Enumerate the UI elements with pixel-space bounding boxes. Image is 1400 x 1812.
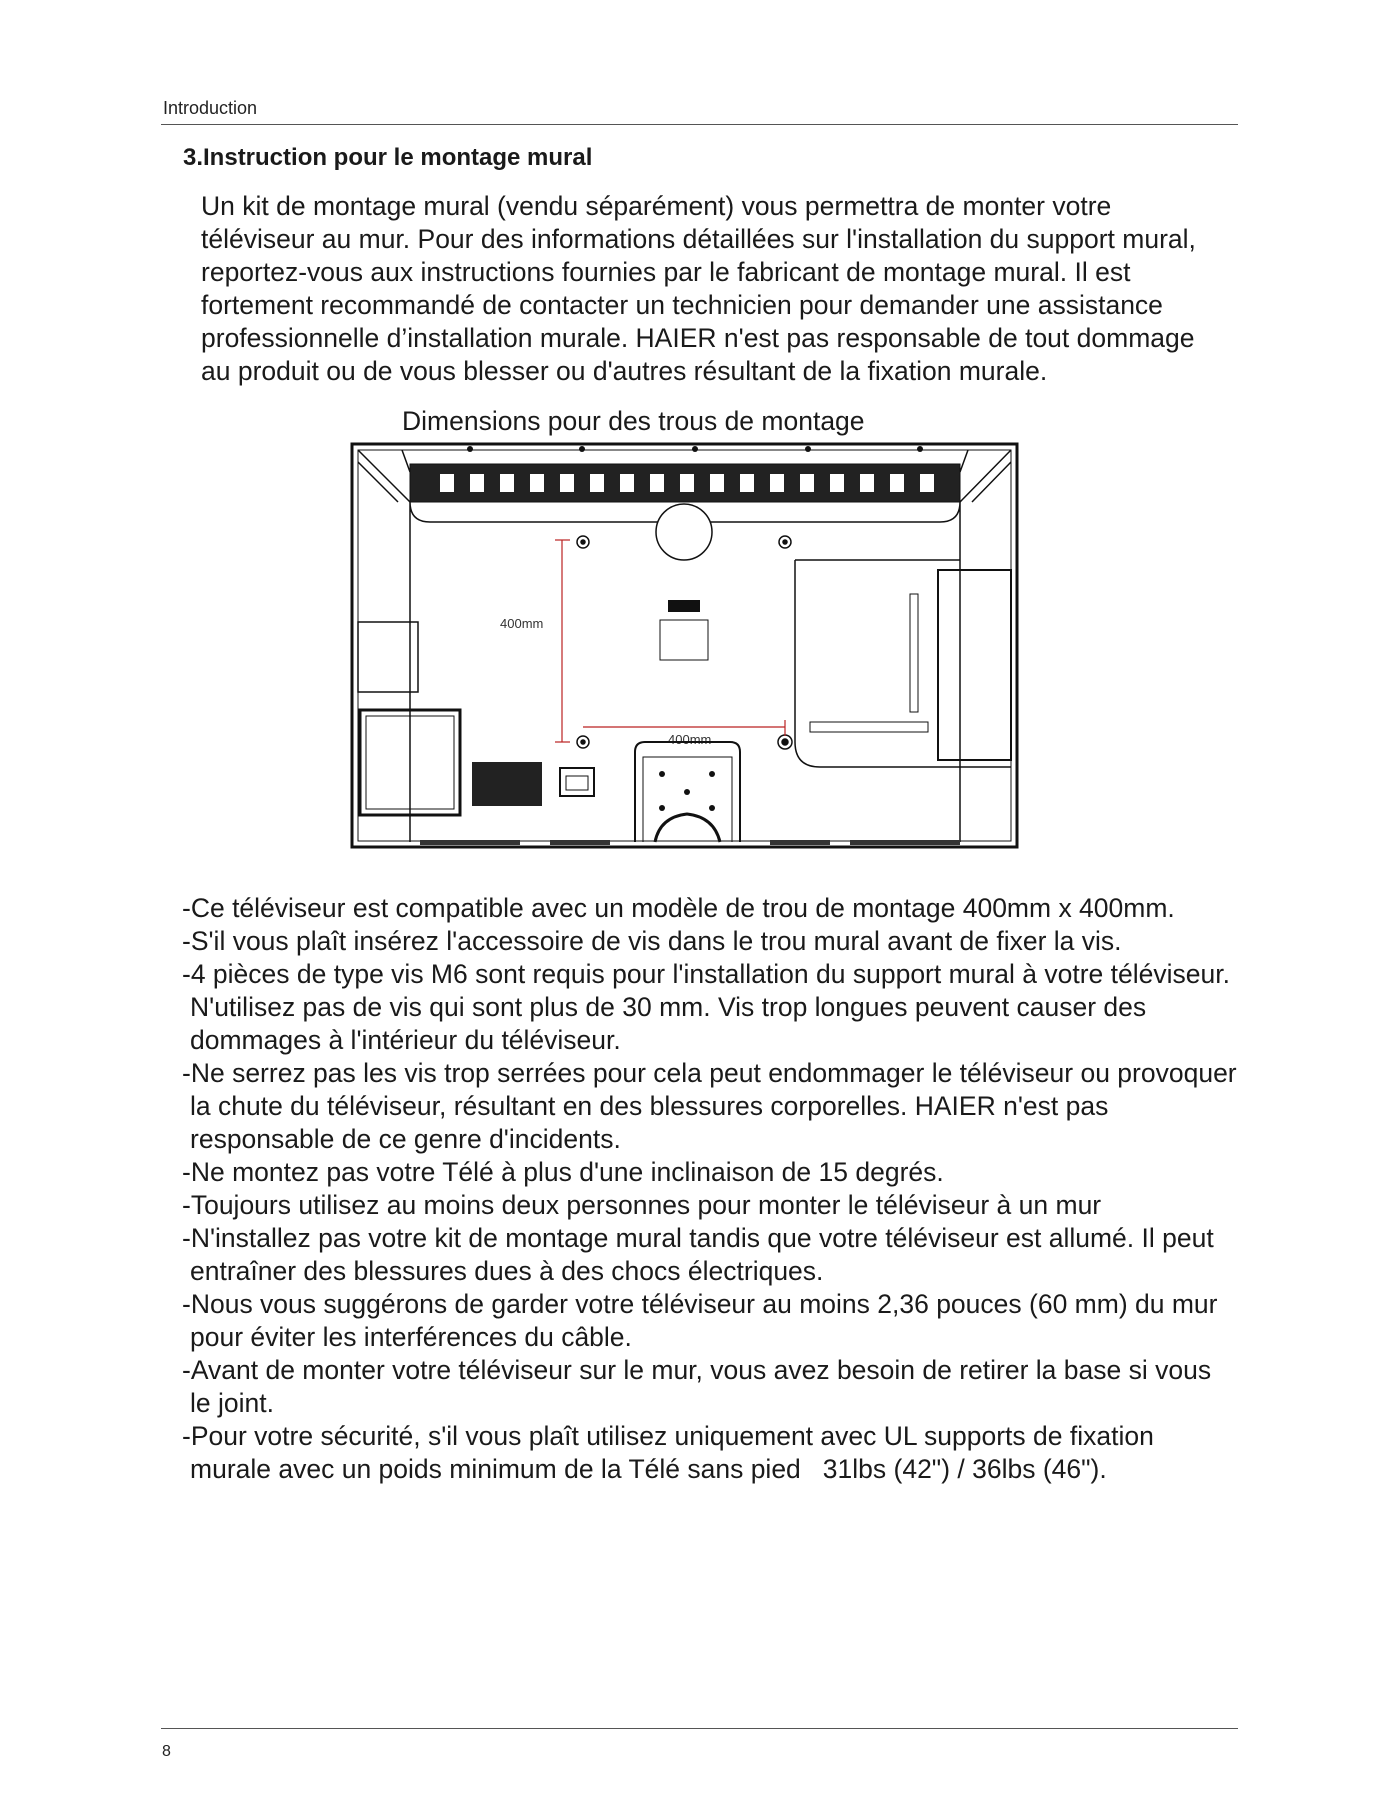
intro-line: au produit ou de vous blesser ou d'autres résultant de la fixation murale.: [201, 356, 1048, 386]
bottom-strip: [850, 840, 960, 845]
intro-line: reportez-vous aux instructions fournies par le fabricant de montage mural. Il est: [201, 257, 1131, 287]
intro-line: Un kit de montage mural (vendu séparément) vous permettra de monter votre: [201, 191, 1112, 221]
rating-label: [660, 620, 708, 660]
list-item: -Ce téléviseur est compatible avec un modèle de trou de montage 400mm x 400mm.: [182, 893, 1175, 923]
list-item: -Pour votre sécurité, s'il vous plaît utilisez uniquement avec UL supports de fixation murale avec un poids minimum de la Télé sans pied 31lbs (42") / 36lbs (46").: [182, 1421, 1154, 1484]
warning-label: [668, 600, 700, 612]
footer-rule: [161, 1728, 1238, 1729]
weight-spec: 31lbs (42") / 36lbs (46").: [822, 1454, 1107, 1484]
vertical-dimension-label: 400mm: [500, 616, 544, 631]
bottom-strip: [550, 840, 610, 845]
list-item: -Avant de monter votre téléviseur sur le mur, vous avez besoin de retirer la base si vous le joint.: [182, 1355, 1212, 1418]
tv-back-diagram: [350, 442, 1020, 852]
list-item: -N'installez pas votre kit de montage mural tandis que votre téléviseur est allumé. Il peut entraîner des blessures dues à des chocs électriques.: [182, 1223, 1214, 1286]
bottom-vent: [472, 762, 542, 806]
figure-caption: Dimensions pour des trous de montage: [402, 406, 865, 436]
intro-line: fortement recommandé de contacter un technicien pour demander une assistance: [201, 290, 1163, 320]
page-number: 8: [162, 1743, 171, 1760]
running-header: Introduction: [163, 98, 258, 118]
list-item: -Nous vous suggérons de garder votre téléviseur au moins 2,36 pouces (60 mm) du mur pour éviter les interférences du câble.: [182, 1289, 1218, 1352]
section-title: 3.Instruction pour le montage mural: [183, 144, 593, 171]
header-rule: [161, 124, 1238, 125]
list-item: -Ne montez pas votre Télé à plus d'une inclinaison de 15 degrés.: [182, 1157, 944, 1187]
list-item: -S'il vous plaît insérez l'accessoire de vis dans le trou mural avant de fixer la vis.: [182, 926, 1122, 956]
bottom-strip: [420, 840, 520, 845]
list-item: -Toujours utilisez au moins deux personnes pour monter le téléviseur à un mur: [182, 1190, 1102, 1220]
intro-line: professionnelle d’installation murale. HAIER n'est pas responsable de tout dommage: [201, 323, 1195, 353]
bottom-strip: [770, 840, 830, 845]
horizontal-dimension-label: 400mm: [668, 732, 712, 747]
center-round-port: [656, 504, 712, 560]
list-item: -4 pièces de type vis M6 sont requis pour l'installation du support mural à votre téléviseur. N'utilisez pas de vis qui sont plus de 30 mm. Vis trop longues peuvent causer des dommages à l'intérieur du téléviseur.: [182, 959, 1230, 1055]
intro-line: téléviseur au mur. Pour des informations détaillées sur l'installation du support mural,: [201, 224, 1196, 254]
list-item: -Ne serrez pas les vis trop serrées pour cela peut endommager le téléviseur ou provoquer la chute du téléviseur, résultant en des blessures corporelles. HAIER n'est pas responsable de ce genre d'incidents.: [182, 1058, 1237, 1154]
instruction-list: [182, 892, 1237, 1486]
intro-paragraph: [201, 190, 1241, 388]
